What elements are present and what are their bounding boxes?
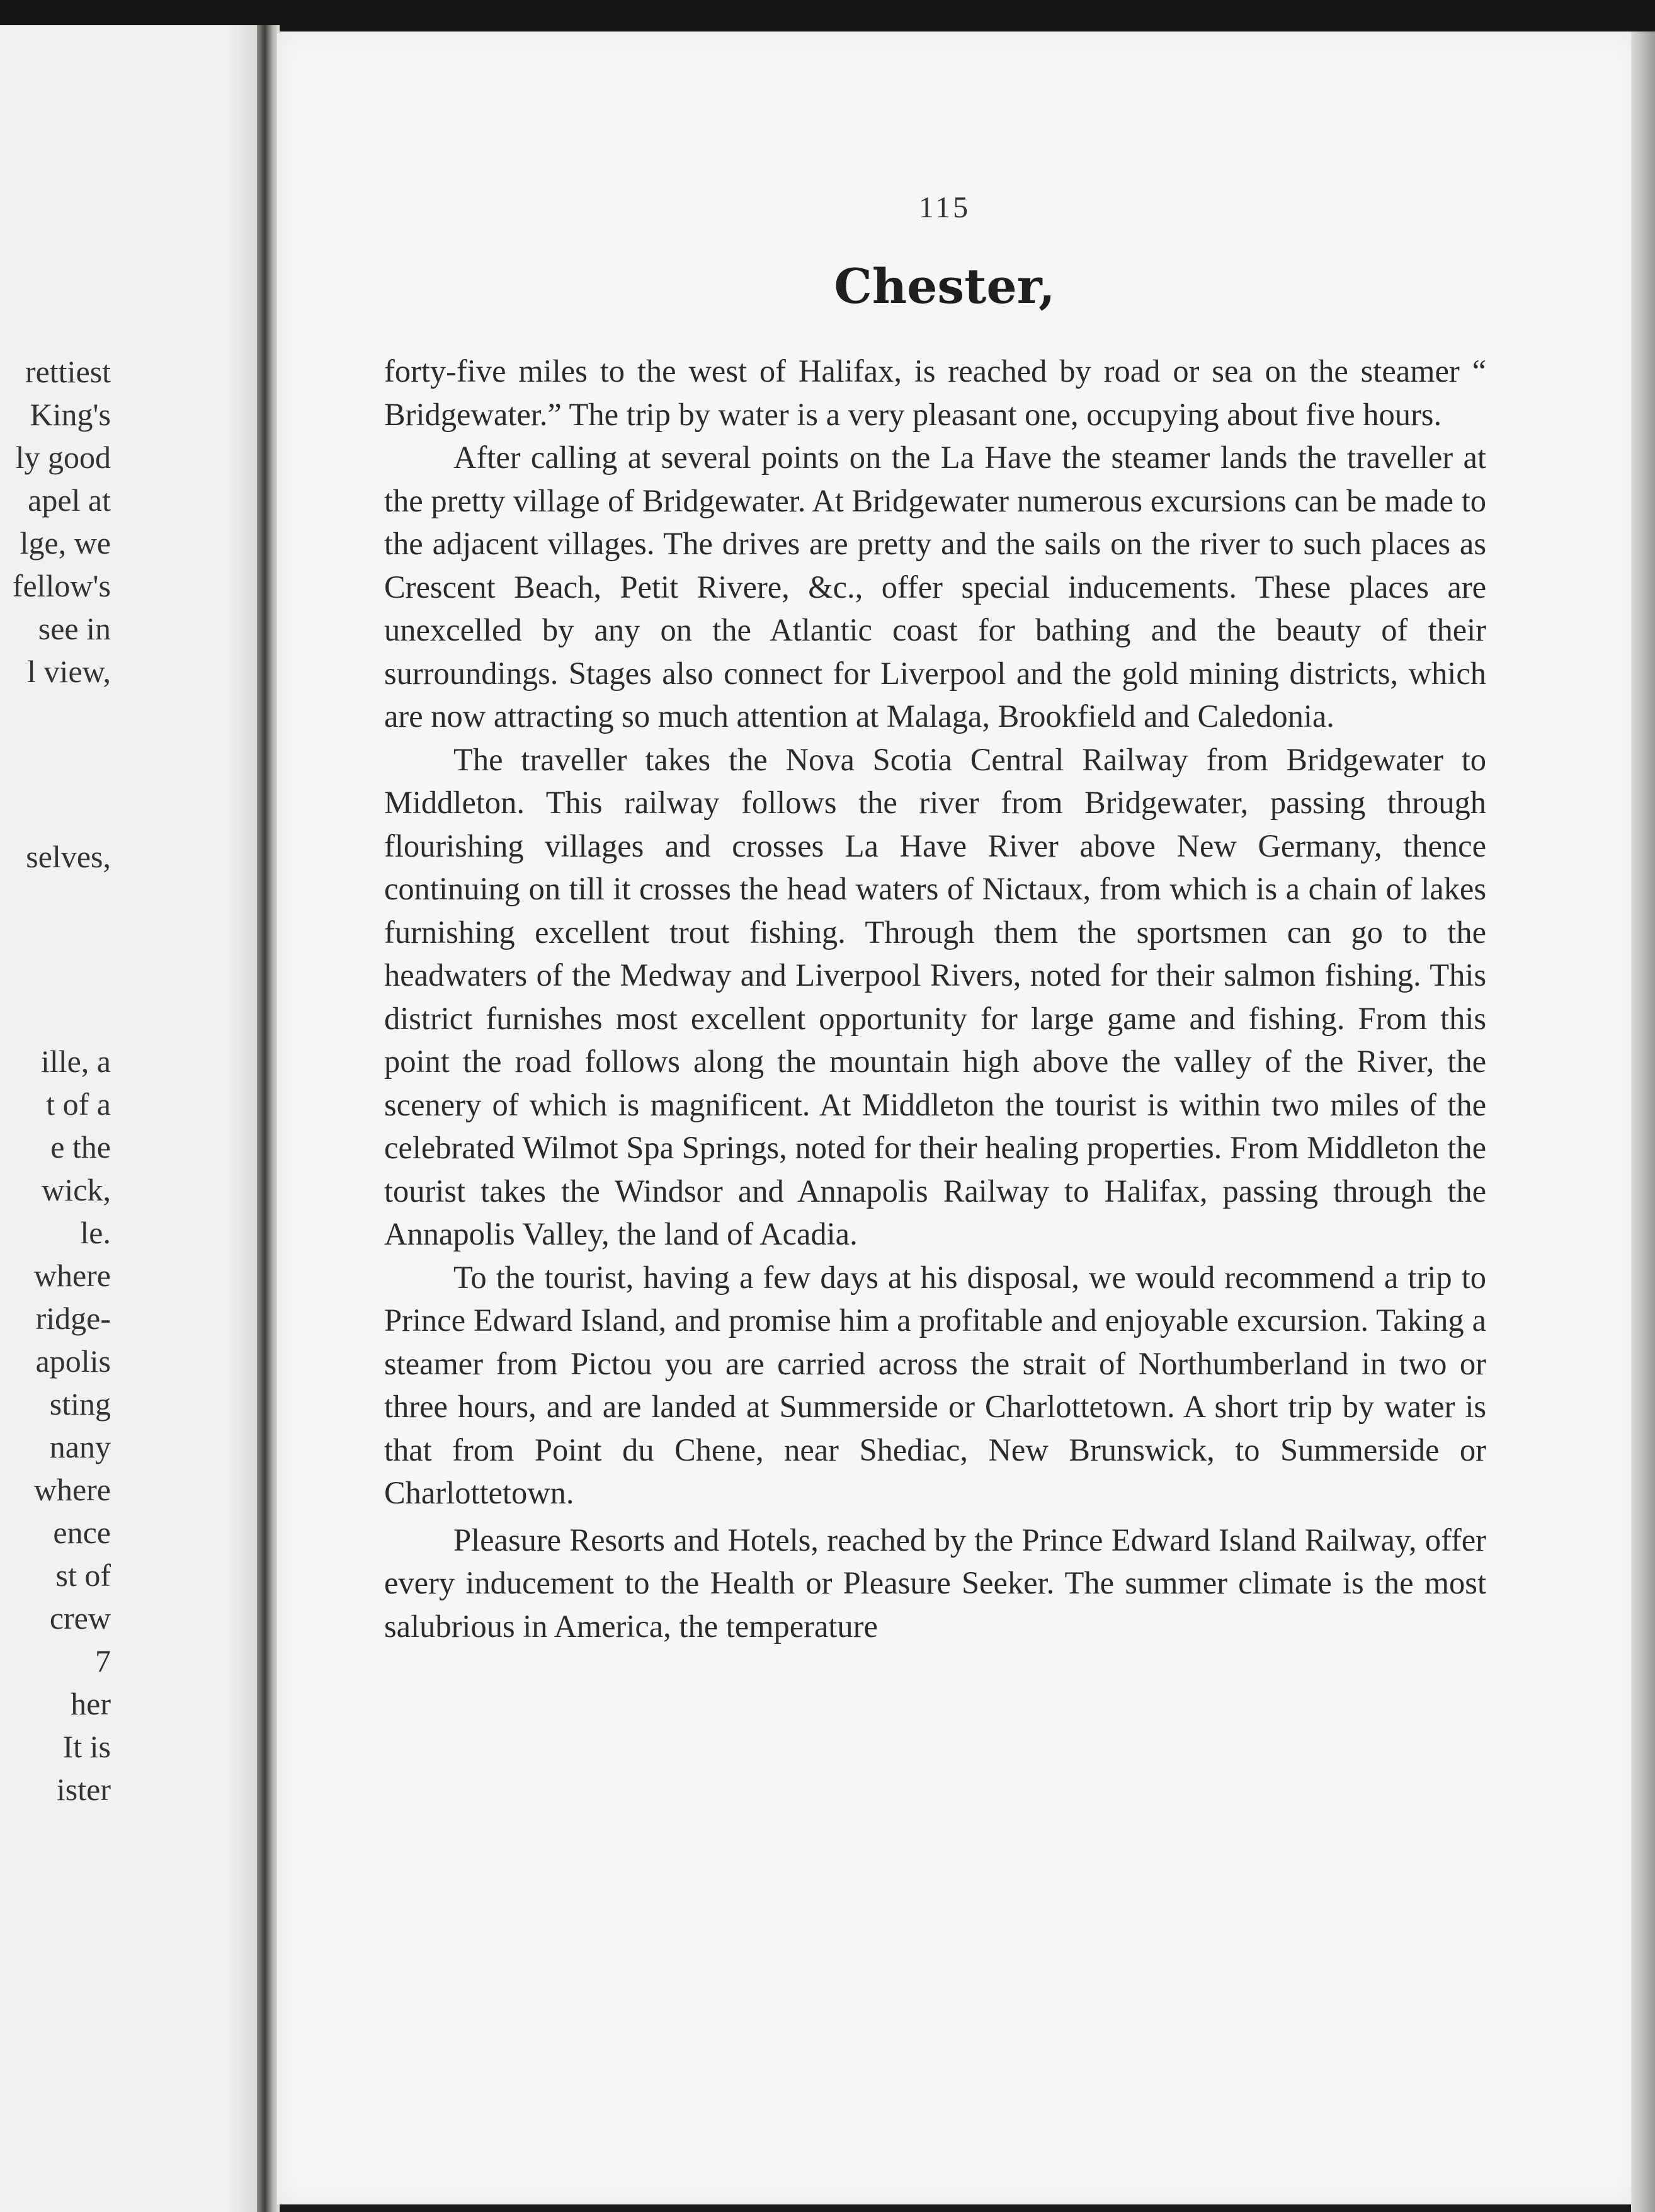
facing-page-line: sting (49, 1386, 111, 1422)
paragraph-3: The traveller takes the Nova Scotia Central Railway from Bridgewater to Middleton. This railway follows the river from Bridgewater, passing through flourishing villages and crosses La Have River above New Germany, thence continuing on till it crosses the head waters of Nictaux, from which is a chain of lakes furnishing excellent trout fishing. Through them the sportsmen can go to the headwaters of the Medway and Liverpool Rivers, noted for their salmon fishing. This district furnishes most excellent opportunity for large game and fishing. From this point the road follows along the mountain high above the valley of the River, the scenery of which is magnificent. At Middleton the tourist is within two miles of the celebrated Wilmot Spa Springs, noted for their healing properties. From Middleton the tourist takes the Windsor and Annapolis Railway to Halifax, passing through the Annapolis Valley, the land of Acadia. (384, 741, 1486, 1251)
facing-page-line: ister (56, 1772, 111, 1807)
paragraph-1: forty-five miles to the west of Halifax, is reached by road or sea on the steamer “ Bridgewater.” The trip by water is a very pleasant one, occupying about five hours. (384, 353, 1486, 432)
page-title: Chester, (834, 258, 1055, 314)
facing-page-line: lge, we (20, 525, 111, 561)
facing-page-line: crew (49, 1600, 111, 1636)
facing-page-line: King's (30, 397, 111, 432)
page-number: 115 (918, 191, 971, 224)
facing-page-line: le. (80, 1215, 111, 1250)
facing-page-line: l view, (27, 654, 111, 689)
facing-page-line: ridge- (35, 1301, 111, 1336)
facing-page-line: t of a (46, 1086, 111, 1122)
facing-page-line: ly good (15, 440, 111, 475)
facing-page-line: selves, (26, 839, 111, 874)
facing-page-line: see in (38, 611, 111, 646)
paragraph-4: To the tourist, having a few days at his disposal, we would recommend a trip to Prince Edward Island, and promise him a profitable and enjoyable excursion. Taking a steamer from Pictou you are carried across the strait of Northumberland in two or three hours, and are landed at Summerside or Charlottetown. A short trip by water is that from Point du Chene, near Shediac, New Brunswick, to Summerside or Charlottetown. (384, 1259, 1486, 1510)
facing-page-line: e the (50, 1129, 111, 1165)
facing-page-line: apel at (28, 482, 111, 518)
facing-page-text (0, 25, 264, 2212)
facing-page-line: ence (53, 1515, 111, 1550)
facing-page-line: wick, (42, 1172, 111, 1207)
article-body (384, 350, 1486, 1648)
facing-page-line: where (33, 1258, 111, 1293)
facing-page-line: where (33, 1472, 111, 1507)
facing-page-line: fellow's (12, 568, 111, 603)
facing-page-line: nany (49, 1429, 111, 1464)
facing-page-line: ille, a (40, 1044, 111, 1079)
paragraph-5: Pleasure Resorts and Hotels, reached by the Prince Edward Island Railway, offer every inducement to the Health or Pleasure Seeker. The summer climate is the most salubrious in America, the temperature (384, 1522, 1486, 1644)
paragraph-2: After calling at several points on the La Have the steamer lands the traveller at the pretty village of Bridgewater. At Bridgewater numerous excursions can be made to the adjacent villages. The drives are pretty and the sails on the river to such places as Crescent Beach, Petit Rivere, &c., offer special inducements. These places are unexcelled by any on the Atlantic coast for bathing and the beauty of their surroundings. Stages also connect for Liverpool and the gold mining districts, which are now attracting so much attention at Malaga, Brookfield and Caledonia. (384, 440, 1486, 734)
facing-page-line: rettiest (25, 354, 111, 389)
book-spine (257, 25, 280, 2212)
facing-page-line: apolis (35, 1343, 111, 1379)
facing-page (0, 25, 266, 2212)
page-edge (1631, 31, 1655, 2212)
facing-page-line: 7 (95, 1643, 111, 1679)
facing-page-line: st of (55, 1558, 111, 1593)
facing-page-line: her (71, 1686, 111, 1721)
facing-page-line: It is (62, 1729, 111, 1764)
